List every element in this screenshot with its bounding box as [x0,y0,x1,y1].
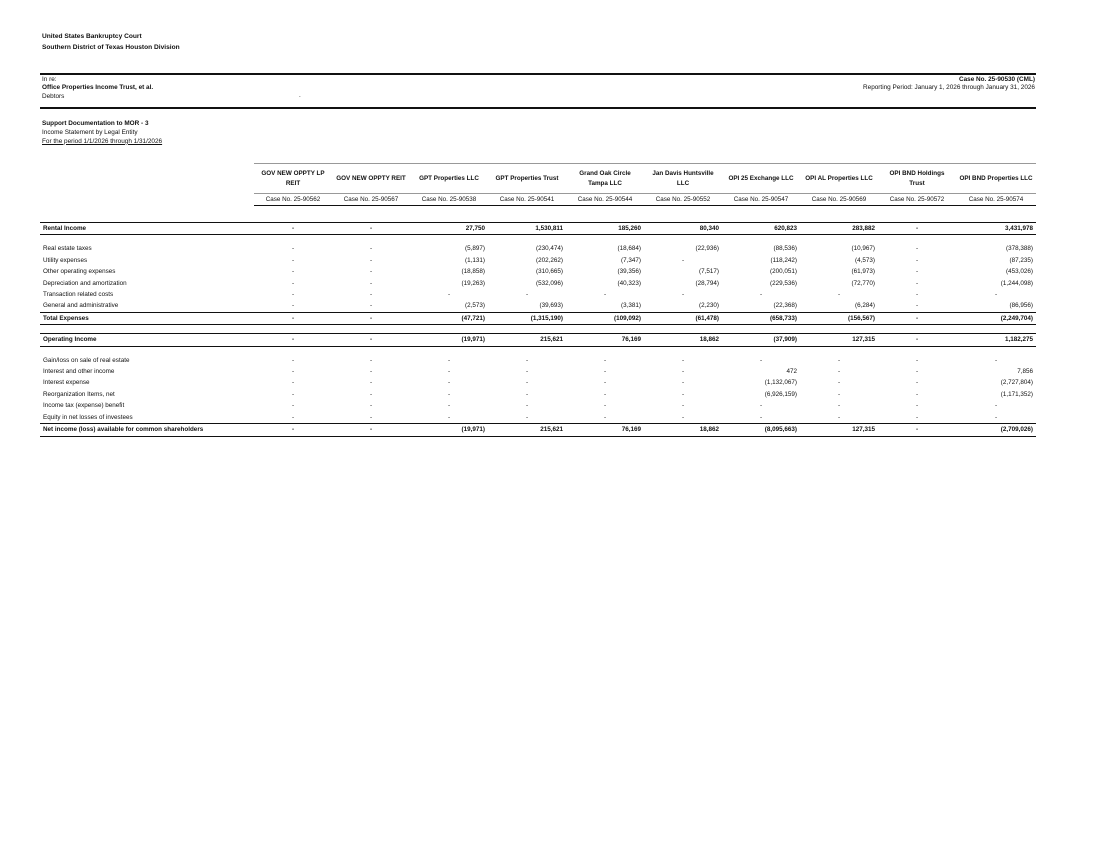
entity-case-number: Case No. 25-90562 [254,194,332,206]
reporting-period: Reporting Period: January 1, 2026 through January 31, 2026 [863,84,1035,92]
value-cell: - [332,223,410,235]
value-cell: (1,131) [465,256,485,264]
row-label: Depreciation and amortization [43,279,127,287]
value-cell: - [878,412,956,424]
value-cell: - [369,390,373,398]
value-cell: - [332,300,410,312]
entity-header-row [40,164,1036,194]
spacer-row [40,325,1036,334]
value-cell: - [603,402,607,410]
entity-name: OPI BND Holdings Trust [878,164,956,194]
row-income-tax [40,400,1036,411]
value-cell: - [722,412,800,424]
value-cell: - [369,279,373,287]
value-cell: - [603,390,607,398]
value-cell: - [915,256,919,264]
value-cell: - [837,368,841,376]
value-cell: - [956,412,1036,424]
value-cell: 472 [786,368,797,376]
value-cell: - [447,291,451,299]
value-cell: - [254,300,332,312]
value-cell: - [254,334,332,346]
value-cell: 1,182,275 [956,334,1036,346]
value-cell: - [447,402,451,410]
value-cell: (1,315,190) [488,312,566,324]
value-cell: - [525,390,529,398]
value-cell: - [759,291,763,299]
value-cell: (5,897) [465,245,485,253]
entity-name: GPT Properties Trust [488,164,566,194]
value-cell: - [915,268,919,276]
value-cell: - [915,390,919,398]
debtor-name: Office Properties Income Trust, et al. [42,84,154,92]
value-cell: (109,092) [566,312,644,324]
row-label: Utility expenses [43,256,88,264]
value-cell: 127,315 [800,334,878,346]
row-label: General and administrative [40,300,254,312]
value-cell: - [291,245,295,253]
row-label: Other operating expenses [43,268,116,276]
value-cell: (1,132,067) [764,379,797,387]
spacer-row [40,206,1036,223]
header-blank-cell [40,194,254,206]
row-net-income [40,424,1036,436]
header-top-rule [40,73,1036,75]
value-cell: (3,381) [566,300,644,312]
value-cell: (118,242) [770,256,797,264]
value-cell: 620,823 [722,223,800,235]
value-cell: - [332,424,410,436]
value-cell: 18,862 [644,334,722,346]
row-label: Equity in net losses of investees [40,412,254,424]
value-cell: 283,882 [800,223,878,235]
value-cell: - [878,312,956,324]
value-cell: - [878,223,956,235]
row-label: Operating Income [40,334,254,346]
row-real-estate-taxes [40,243,1036,254]
row-reorganization-items [40,389,1036,400]
value-cell: - [525,356,529,364]
value-cell: (7,517) [699,268,719,276]
row-label: Rental Income [40,223,254,235]
row-label: Transaction related costs [43,291,114,299]
value-cell: - [410,412,488,424]
row-interest-expense [40,377,1036,388]
value-cell: - [603,368,607,376]
value-cell: - [837,291,841,299]
entity-name: OPI BND Properties LLC [956,164,1036,194]
income-statement-table [40,163,1036,437]
value-cell: - [525,368,529,376]
value-cell: (2,249,704) [956,312,1036,324]
support-period: For the period 1/1/2026 through 1/31/2026 [42,137,163,145]
value-cell: - [447,390,451,398]
value-cell: 76,169 [566,334,644,346]
value-cell: (72,770) [851,279,875,287]
row-label: Reorganization Items, net [43,390,115,398]
value-cell: - [254,424,332,436]
entity-name: GPT Properties LLC [410,164,488,194]
entity-name: OPI AL Properties LLC [800,164,878,194]
value-cell: (200,051) [770,268,797,276]
value-cell: (658,733) [722,312,800,324]
value-cell: - [681,256,685,264]
value-cell: - [994,291,998,299]
row-gain-loss-sale [40,355,1036,366]
row-label: Real estate taxes [43,245,92,253]
entity-name: Jan Davis Huntsville LLC [644,164,722,194]
case-caption [42,76,153,101]
row-label: Interest and other income [43,368,115,376]
debtors-label: Debtors [42,92,65,100]
case-number: Case No. 25-90530 (CML) [958,76,1035,83]
row-general-admin [40,300,1036,312]
value-cell: (7,347) [621,256,641,264]
value-cell: - [369,245,373,253]
row-depreciation [40,278,1036,289]
entity-case-number: Case No. 25-90567 [332,194,410,206]
value-cell: (8,095,663) [722,424,800,436]
value-cell: - [254,223,332,235]
value-cell: (18,684) [617,245,641,253]
value-cell: (19,263) [461,279,485,287]
row-equity-investees [40,412,1036,424]
value-cell: (6,926,159) [764,390,797,398]
value-cell: - [603,356,607,364]
value-cell: - [837,379,841,387]
value-cell: - [525,291,529,299]
value-cell: (61,478) [644,312,722,324]
value-cell: (453,026) [1006,268,1033,276]
value-cell: (47,721) [410,312,488,324]
value-cell: - [369,256,373,264]
value-cell: (18,858) [461,268,485,276]
value-cell: - [369,402,373,410]
spacer-row [40,235,1036,244]
row-label: Interest expense [43,379,90,387]
value-cell: (202,262) [536,256,563,264]
value-cell: - [525,402,529,410]
value-cell: (310,665) [536,268,563,276]
value-cell: (230,474) [536,245,563,253]
row-utility-expenses [40,255,1036,266]
entity-case-number: Case No. 25-90552 [644,194,722,206]
value-cell: - [681,368,685,376]
entity-case-number: Case No. 25-90541 [488,194,566,206]
value-cell: - [447,379,451,387]
row-label: Income tax (expense) benefit [43,402,125,410]
value-cell: - [681,402,685,410]
stray-mark: . [299,92,301,99]
case-number-row [40,194,1036,206]
value-cell: - [291,356,295,364]
row-transaction-costs [40,289,1036,300]
value-cell: (4,573) [855,256,875,264]
header-blank-cell [40,164,254,194]
value-cell: - [915,291,919,299]
value-cell: (88,536) [773,245,797,253]
value-cell: - [525,379,529,387]
value-cell: - [915,379,919,387]
value-cell: - [915,279,919,287]
value-cell: (2,230) [644,300,722,312]
value-cell: (532,096) [536,279,563,287]
value-cell: - [681,291,685,299]
value-cell: - [759,402,763,410]
value-cell: - [915,245,919,253]
value-cell: - [291,279,295,287]
value-cell: - [644,412,722,424]
case-info [863,76,1035,93]
value-cell: - [369,379,373,387]
value-cell: 18,862 [644,424,722,436]
entity-case-number: Case No. 25-90572 [878,194,956,206]
value-cell: (19,971) [410,334,488,346]
support-title: Support Documentation to MOR - 3 [42,120,149,127]
value-cell: - [291,368,295,376]
value-cell: (2,573) [410,300,488,312]
entity-name: GOV NEW OPPTY REIT [332,164,410,194]
value-cell: - [566,412,644,424]
value-cell: 1,530,811 [488,223,566,235]
value-cell: 215,621 [488,424,566,436]
support-subtitle: Income Statement by Legal Entity [42,128,138,136]
value-cell: - [254,312,332,324]
value-cell: - [603,291,607,299]
value-cell: - [369,291,373,299]
entity-name: GOV NEW OPPTY LP REIT [254,164,332,194]
value-cell: (1,244,098) [1000,279,1033,287]
value-cell: - [681,356,685,364]
value-cell: - [291,379,295,387]
value-cell: - [837,402,841,410]
in-re-label: In re: [42,76,57,83]
value-cell: - [447,368,451,376]
value-cell: - [291,268,295,276]
value-cell: - [447,356,451,364]
value-cell: (2,709,026) [956,424,1036,436]
entity-case-number: Case No. 25-90574 [956,194,1036,206]
value-cell: (39,356) [617,268,641,276]
value-cell: - [878,424,956,436]
row-rental-income [40,223,1036,235]
spacer-row [40,346,1036,355]
entity-case-number: Case No. 25-90544 [566,194,644,206]
value-cell: - [915,356,919,364]
value-cell: (22,368) [722,300,800,312]
value-cell: 3,431,978 [956,223,1036,235]
value-cell: - [291,402,295,410]
value-cell: - [291,390,295,398]
court-division: Southern District of Texas Houston Division [42,43,180,51]
value-cell: (6,284) [800,300,878,312]
court-heading [42,32,180,53]
value-cell: - [332,412,410,424]
value-cell: - [332,312,410,324]
value-cell: 215,621 [488,334,566,346]
entity-name: Grand Oak Circle Tampa LLC [566,164,644,194]
court-name: United States Bankruptcy Court [42,33,142,40]
value-cell: (10,967) [851,245,875,253]
value-cell: - [878,300,956,312]
value-cell: (378,388) [1006,245,1033,253]
value-cell: (19,971) [410,424,488,436]
value-cell: - [291,291,295,299]
value-cell: 27,750 [410,223,488,235]
value-cell: (2,727,804) [1000,379,1033,387]
row-label: Total Expenses [40,312,254,324]
value-cell: - [837,356,841,364]
entity-name: OPI 25 Exchange LLC [722,164,800,194]
value-cell: (156,567) [800,312,878,324]
value-cell: - [915,402,919,410]
value-cell: - [759,356,763,364]
value-cell: - [994,402,998,410]
value-cell: 76,169 [566,424,644,436]
value-cell: - [915,368,919,376]
value-cell: (1,171,352) [1000,390,1033,398]
value-cell: - [254,412,332,424]
entity-case-number: Case No. 25-90538 [410,194,488,206]
row-operating-income [40,334,1036,346]
row-other-operating [40,266,1036,277]
row-total-expenses [40,312,1036,324]
entity-case-number: Case No. 25-90569 [800,194,878,206]
value-cell: - [488,412,566,424]
value-cell: (40,323) [617,279,641,287]
value-cell: - [603,379,607,387]
header-bottom-rule [40,107,1036,109]
value-cell: (22,936) [695,245,719,253]
value-cell: - [332,334,410,346]
support-block [42,120,162,147]
value-cell: (37,909) [722,334,800,346]
row-interest-other-income [40,366,1036,377]
value-cell: (61,973) [851,268,875,276]
value-cell: (86,956) [956,300,1036,312]
value-cell: 80,340 [644,223,722,235]
value-cell: (28,794) [695,279,719,287]
value-cell: (39,693) [488,300,566,312]
row-label: Gain/loss on sale of real estate [43,356,130,364]
value-cell: - [291,256,295,264]
value-cell: - [800,412,878,424]
value-cell: 7,856 [1017,368,1033,376]
value-cell: (229,536) [770,279,797,287]
value-cell: - [994,356,998,364]
value-cell: - [369,368,373,376]
entity-case-number: Case No. 25-90547 [722,194,800,206]
statement-body [40,223,1036,437]
value-cell: - [369,356,373,364]
value-cell: - [837,390,841,398]
value-cell: - [681,390,685,398]
value-cell: - [369,268,373,276]
value-cell: (87,235) [1009,256,1033,264]
value-cell: 127,315 [800,424,878,436]
value-cell: - [681,379,685,387]
value-cell: 185,260 [566,223,644,235]
row-label: Net income (loss) available for common shareholders [40,424,254,436]
value-cell: - [878,334,956,346]
